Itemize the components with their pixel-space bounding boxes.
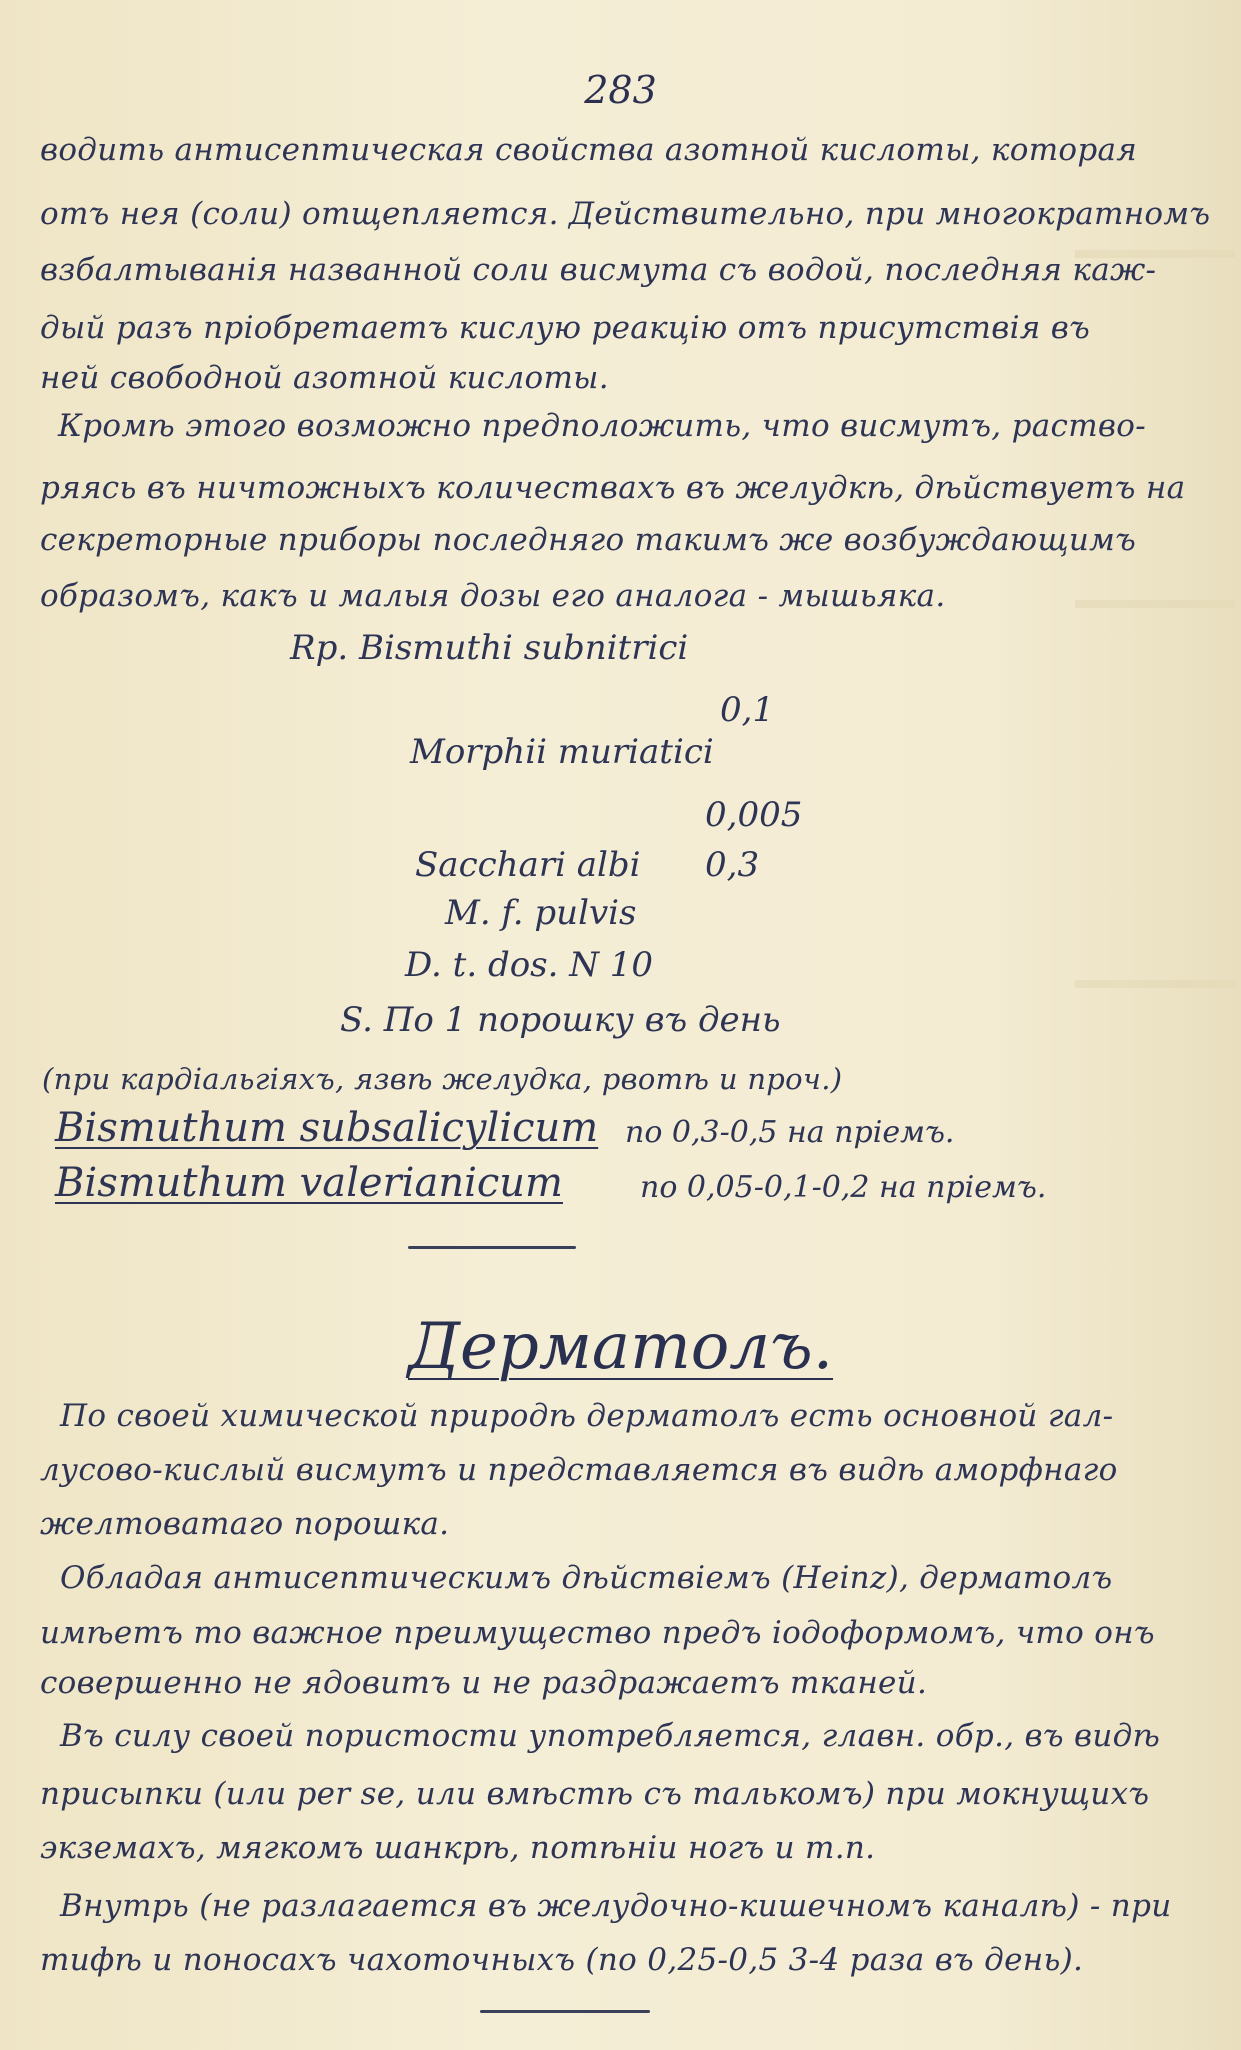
text-line: лусово-кислый висмутъ и представляется въ видѣ аморфнаго [40,1452,1118,1488]
text-line: водить антисептическая свойства азотной кислоты, которая [40,132,1138,168]
recipe-signa: S. По 1 порошку въ день [340,1000,781,1040]
text-line: экземахъ, мягкомъ шанкрѣ, потѣніи ногъ и т.п. [40,1830,876,1866]
section-divider [408,1246,576,1249]
drug-dose: по 0,05-0,1-0,2 на пріемъ. [640,1170,1047,1205]
text-line: Внутрь (не разлагается въ желудочно-кишечномъ каналѣ) - при [60,1888,1172,1924]
text-line: Кромѣ этого возможно предположить, что висмутъ, раство- [58,408,1146,444]
text-line: тифѣ и поносахъ чахоточныхъ (по 0,25-0,5 3-4 раза въ день). [40,1942,1084,1978]
bleed-through-mark [1075,600,1235,608]
section-title-text: Дерматолъ. [407,1310,834,1384]
text-line: взбалтыванія названной соли висмута съ водой, последняя каж- [40,252,1157,288]
text-line: желтоватаго порошка. [40,1506,450,1542]
text-line: образомъ, какъ и малыя дозы его аналога - мышьяка. [40,578,946,614]
text-line: имѣетъ то важное преимущество предъ іодоформомъ, что онъ [40,1615,1155,1651]
section-title [0,1310,1241,1384]
text-line: совершенно не ядовитъ и не раздражаетъ тканей. [40,1665,928,1701]
text-line: секреторные приборы последняго такимъ же возбуждающимъ [40,522,1137,558]
drug-name: Bismuthum valerianicum [55,1160,563,1206]
text-line: присыпки (или per se, или вмѣстѣ съ талькомъ) при мокнущихъ [40,1776,1150,1812]
page-number: 283 [584,68,657,112]
text-line: Обладая антисептическимъ дѣйствіемъ (Heinz), дерматолъ [60,1560,1113,1596]
drug-name: Bismuthum subsalicylicum [55,1105,599,1151]
recipe-dt: D. t. dos. N 10 [405,945,654,985]
recipe-ingredient: Sacchari albi [415,845,641,885]
recipe-note: (при кардіальгіяхъ, язвѣ желудка, рвотѣ и проч.) [42,1062,843,1096]
bleed-through-mark [1075,980,1235,988]
recipe-dose: 0,005 [705,795,803,835]
recipe-rp: Rp. Bismuthi subnitrici [290,628,689,668]
recipe-dose: 0,3 [705,845,760,885]
drug-dose: по 0,3-0,5 на пріемъ. [625,1115,955,1150]
text-line: По своей химической природѣ дерматолъ есть основной гал- [60,1398,1114,1434]
end-divider [480,2010,650,2013]
text-line: дый разъ пріобретаетъ кислую реакцію отъ присутствія въ [40,310,1091,346]
text-line: ряясь въ ничтожныхъ количествахъ въ желудкѣ, дѣйствуетъ на [40,470,1186,506]
text-line: отъ нея (соли) отщепляется. Действительно, при многократномъ [40,196,1211,232]
recipe-mf: M. f. pulvis [445,893,637,933]
recipe-ingredient: Morphii muriatici [410,732,714,772]
text-line: Въ силу своей пористости употребляется, главн. обр., въ видѣ [60,1718,1161,1754]
recipe-dose: 0,1 [720,690,775,730]
text-line: ней свободной азотной кислоты. [40,360,609,396]
